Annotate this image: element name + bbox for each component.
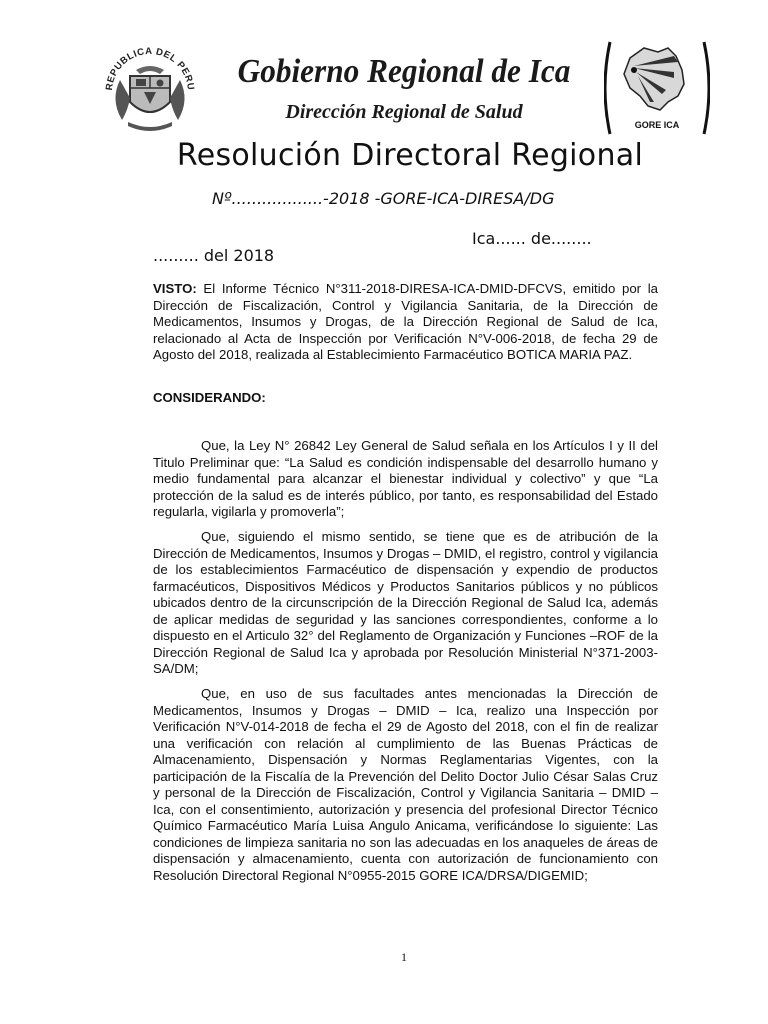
date-year: ......... del 2018	[153, 246, 275, 265]
government-title: Gobierno Regional de Ica	[237, 53, 571, 90]
document-number: Nº..................-2018 -GORE-ICA-DIRESA/DG	[212, 189, 555, 208]
government-subtitle: Dirección Regional de Salud	[285, 101, 523, 123]
gore-ica-logo	[604, 38, 710, 138]
page-number: 1	[401, 950, 407, 964]
considerando-heading: CONSIDERANDO:	[153, 390, 266, 405]
place-date: Ica...... de........	[472, 229, 592, 248]
gore-ica-caption: GORE ICA	[634, 120, 680, 130]
seal-text: REPUBLICA DEL PERU	[103, 45, 197, 92]
considerando-paragraph-1: Que, la Ley N° 26842 Ley General de Salud señala en los Artículos I y II del Titulo Preliminar que: “La Salud es condición indispensable del desarrollo humano y medio fundamental para alcanzar el bienestar individual y colectivo” y que “La protección de la salud es de interés público, por tanto, es responsabilidad del Estado regularla, vigilarla y promoverla”;	[153, 438, 658, 519]
visto-text: El Informe Técnico N°311-2018-DIRESA-ICA-DMID-DFCVS, emitido por la Dirección de Fiscalización, Control y Vigilancia Sanitaria, de la Dirección de Medicamentos, Insumos y Drogas, de la Dirección Regional de Salud de Ica, relacionado al Acta de Inspección por Verificación N°V-006-2018, de fecha 29 de Agosto del 2018, realizada al Establecimiento Farmacéutico BOTICA MARIA PAZ.	[153, 281, 658, 362]
considerando-paragraph-3: Que, en uso de sus facultades antes mencionadas la Dirección de Medicamentos, Insumos y Drogas – DMID – Ica, realizo una Inspección por Verificación N°V-014-2018 de fecha el 29 de Agosto del 2018, con el fin de realizar una verificación con relación al cumplimiento de las Buenas Prácticas de Almacenamiento, Dispensación y Normas Reglamentarias Vigentes, con la participación de la Fiscalía de la Prevención del Delito Doctor Julio César Salas Cruz y personal de la Dirección de Fiscalización, Control y Vigilancia Sanitaria – DMID – Ica, con el consentimiento, autorización y presencia del profesional Director Técnico Químico Farmacéutico María Luisa Angulo Anicama, verificándose lo siguiente: Las condiciones de limpieza sanitaria no son las adecuadas en los anaqueles de áreas de dispensación y almacenamiento, cuenta con autorización de funcionamiento con Resolución Directoral Regional N°0955-2015 GORE ICA/DRSA/DIGEMID;	[153, 686, 658, 883]
considerando-paragraph-2: Que, siguiendo el mismo sentido, se tiene que es de atribución de la Dirección de Medicamentos, Insumos y Drogas – DMID, el registro, control y vigilancia de los establecimientos Farmacéutico de dispensación y expendio de productos farmacéuticos, Dispositivos Médicos y Productos Sanitarios públicos y no públicos ubicados dentro de la circunscripción de la Dirección Regional de Salud Ica, además de aplicar medidas de seguridad y las sanciones correspondientes, conforme a lo dispuesto en el Articulo 32° del Reglamento de Organización y Funciones –ROF de la Dirección Regional de Salud Ica y aprobada por Resolución Ministerial N°371-2003-SA/DM;	[153, 529, 658, 676]
visto-label: VISTO:	[153, 281, 197, 296]
document-title: Resolución Directoral Regional	[176, 138, 644, 173]
peru-coat-of-arms-logo	[100, 40, 200, 140]
visto-paragraph	[153, 281, 658, 364]
